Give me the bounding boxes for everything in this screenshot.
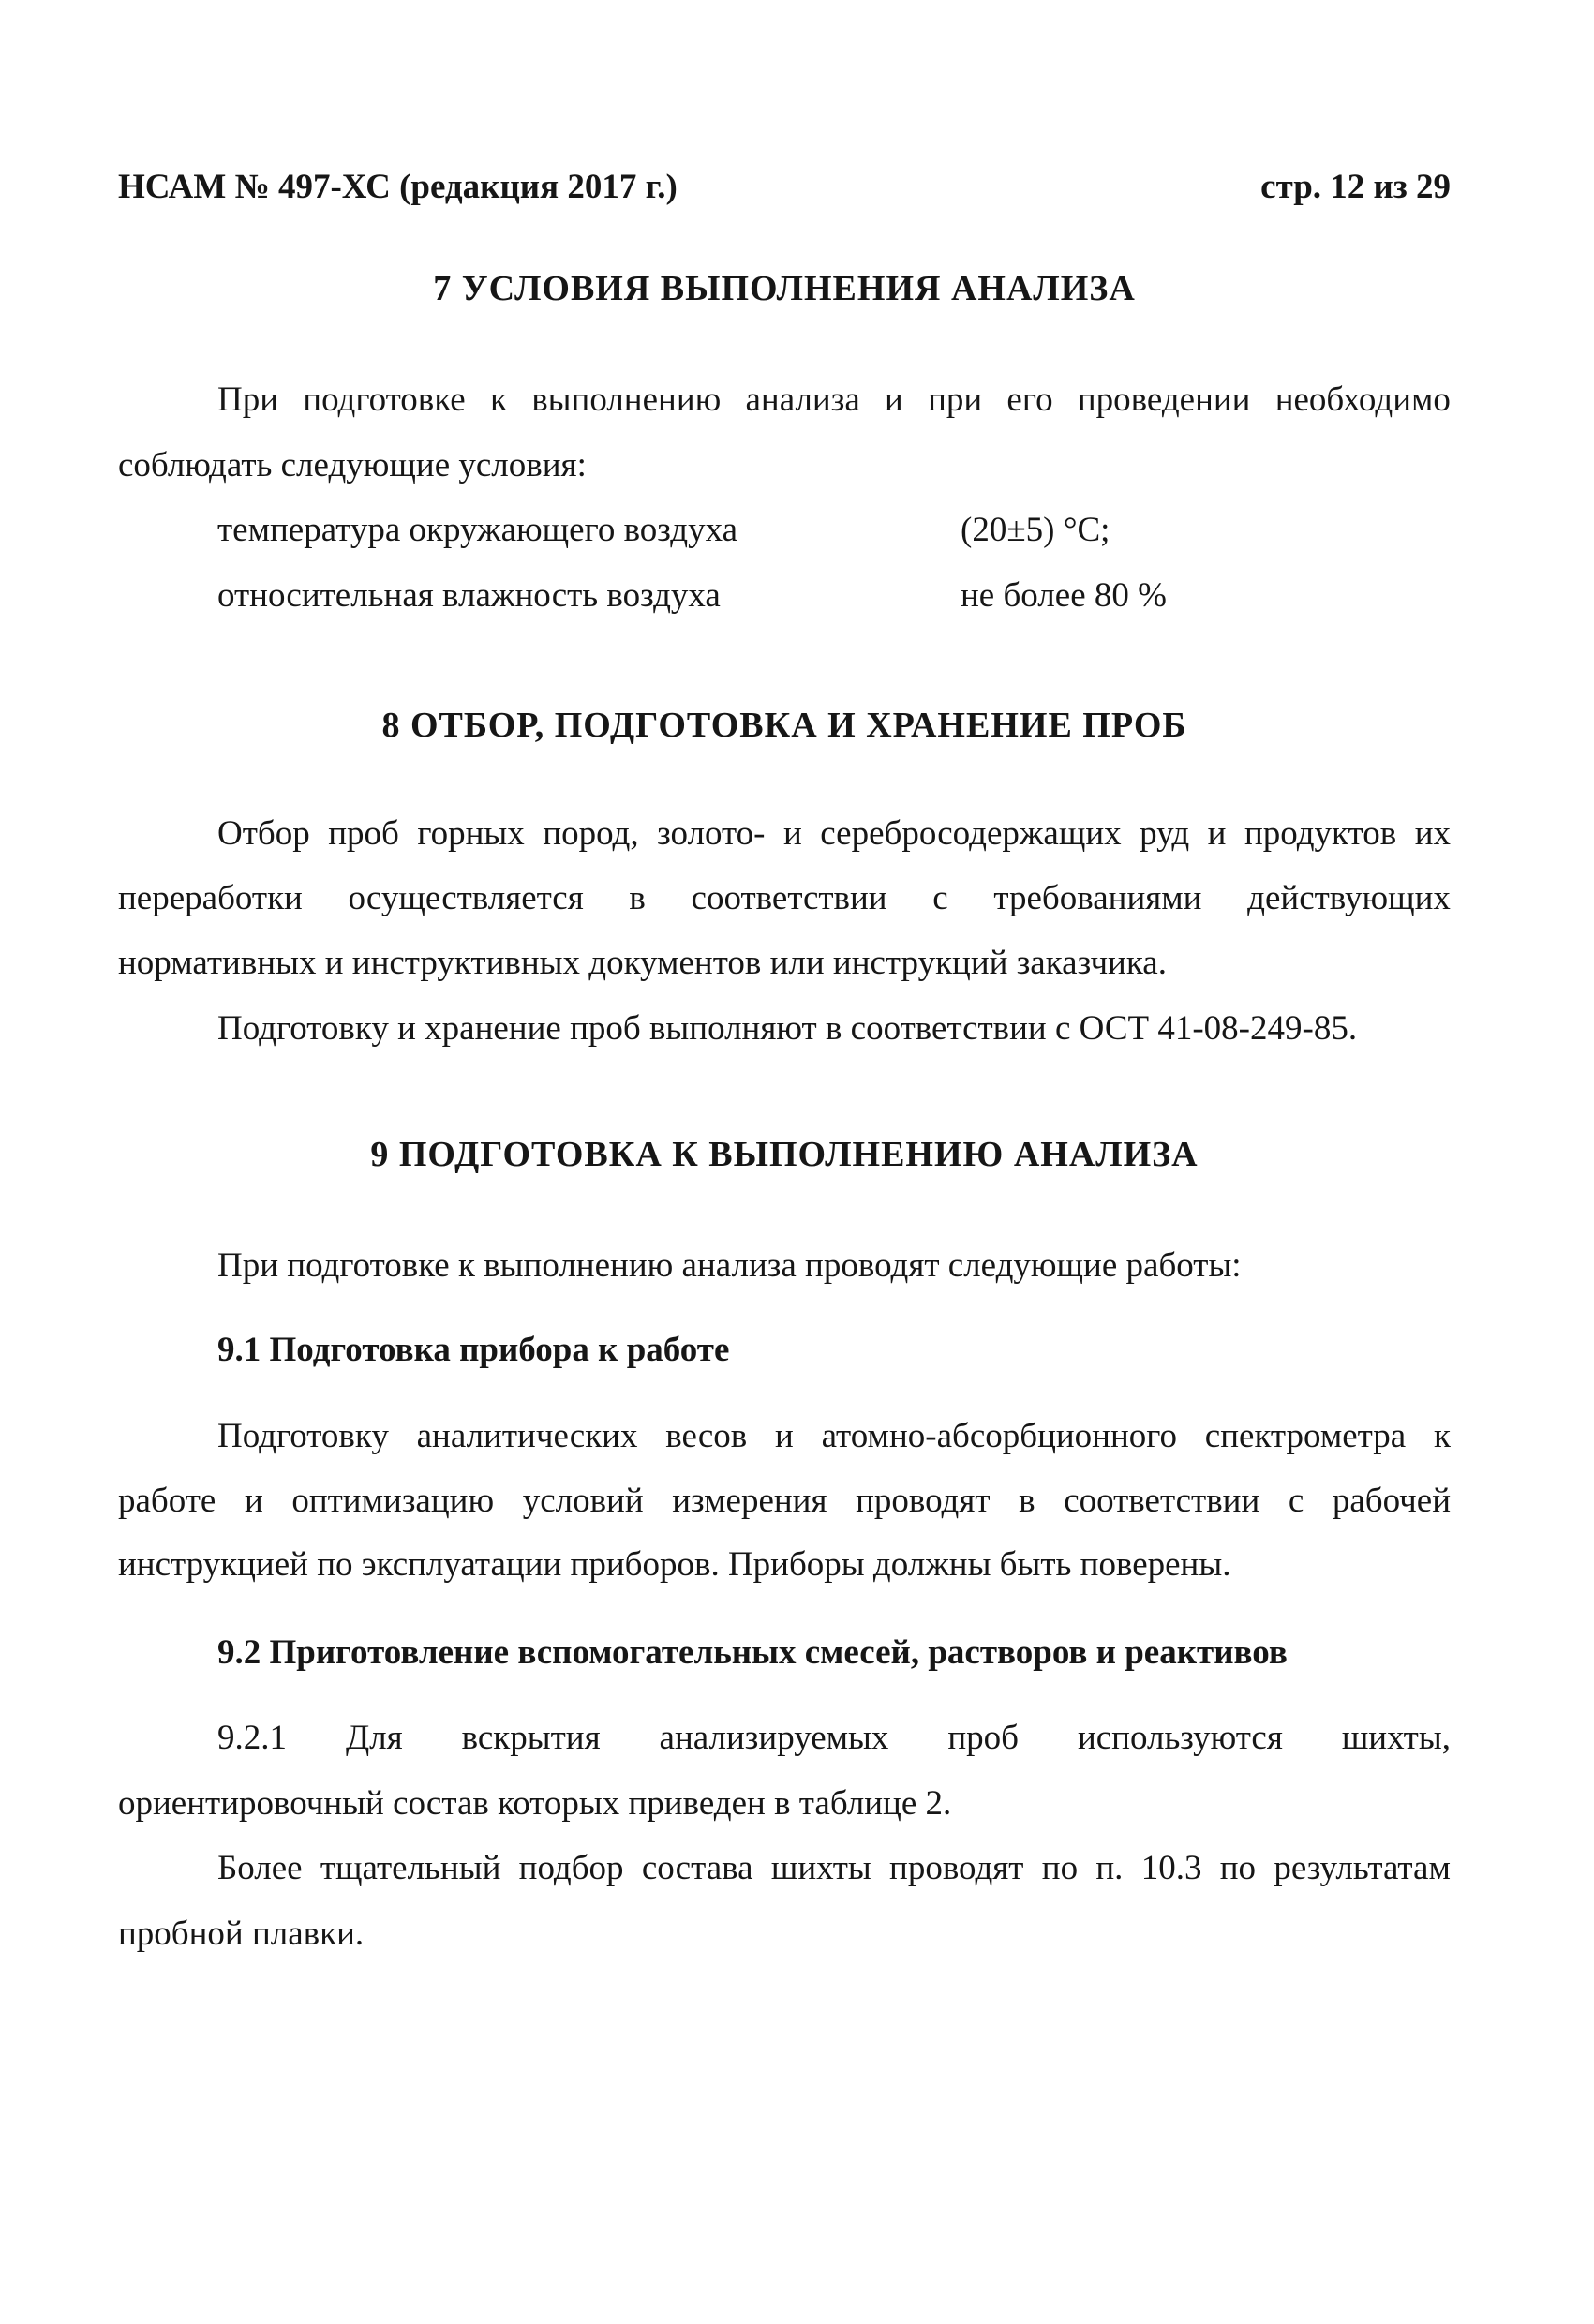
word: по <box>1041 1849 1079 1887</box>
word: соответствии <box>691 879 887 917</box>
word: состава <box>641 1849 753 1887</box>
word: измерения <box>672 1482 827 1520</box>
word: горных <box>417 814 525 853</box>
word: и <box>244 1482 263 1520</box>
word: с <box>1288 1482 1304 1520</box>
word: проводят <box>856 1482 991 1520</box>
subsection-9-1-heading: 9.1 Подготовка прибора к работе <box>217 1331 730 1369</box>
section-8-p1-line-2 <box>118 878 1451 918</box>
subsection-9-1-line-2 <box>118 1481 1451 1521</box>
subsection-9-2-1-line-2: ориентировочный состав которых приведен в таблице 2. <box>118 1784 952 1823</box>
word: проводят <box>889 1849 1024 1887</box>
word: рабочей <box>1332 1482 1451 1520</box>
word: в <box>1019 1482 1035 1520</box>
condition-humidity-label: относительная влажность воздуха <box>217 576 721 615</box>
section-7-heading: 7 УСЛОВИЯ ВЫПОЛНЕНИЯ АНАЛИЗА <box>433 269 1136 308</box>
word: осуществляется <box>348 879 584 917</box>
word: атомно-абсорбционного <box>821 1417 1178 1455</box>
subsection-9-2-heading: 9.2 Приготовление вспомогательных смесей, растворов и реактивов <box>217 1633 1288 1672</box>
word: При <box>217 380 279 419</box>
word: и <box>885 380 903 419</box>
word: работе <box>118 1482 216 1520</box>
word: руд <box>1140 814 1190 853</box>
word: их <box>1414 814 1451 853</box>
word: выполнению <box>531 380 722 419</box>
section-8-p1-line-3: нормативных и инструктивных документов или инструкций заказчика. <box>118 944 1167 982</box>
word: необходимо <box>1274 380 1451 419</box>
word: используются <box>1077 1719 1283 1757</box>
word: 9.2.1 <box>217 1719 287 1757</box>
word: пород, <box>543 814 639 853</box>
word: Для <box>345 1719 403 1757</box>
word: Более <box>217 1849 303 1887</box>
word: вскрытия <box>461 1719 601 1757</box>
document-id: НСАМ № 497-ХС (редакция 2017 г.) <box>118 168 678 206</box>
word: условий <box>522 1482 644 1520</box>
word: тщательный <box>320 1849 501 1887</box>
word: проведении <box>1077 380 1251 419</box>
section-8-p2: Подготовку и хранение проб выполняют в соответствии с ОСТ 41-08-249-85. <box>217 1009 1358 1048</box>
word: анализа <box>745 380 860 419</box>
word: золото- <box>657 814 766 853</box>
word: и <box>1207 814 1227 853</box>
word: с <box>932 879 948 917</box>
word: шихты, <box>1341 1719 1451 1757</box>
word: п. <box>1095 1849 1124 1887</box>
word: к <box>489 380 507 419</box>
word: Отбор <box>217 814 310 853</box>
word: Подготовку <box>217 1417 389 1455</box>
subsection-9-2-1-p2-line-2: пробной плавки. <box>118 1914 365 1953</box>
condition-temperature-label: температура окружающего воздуха <box>217 511 738 549</box>
word: требованиями <box>993 879 1202 917</box>
section-7-intro-line-1 <box>217 380 1451 420</box>
word: и <box>782 814 802 853</box>
word: 10.3 <box>1140 1849 1202 1887</box>
word: шихты <box>770 1849 871 1887</box>
page-number: стр. 12 из 29 <box>1260 168 1451 206</box>
condition-temperature-value: (20±5) °С; <box>961 511 1110 549</box>
section-9-heading: 9 ПОДГОТОВКА К ВЫПОЛНЕНИЮ АНАЛИЗА <box>370 1135 1199 1174</box>
subsection-9-2-1-p2-line-1 <box>217 1848 1451 1888</box>
word: серебросодержащих <box>820 814 1122 853</box>
word: его <box>1006 380 1053 419</box>
subsection-9-1-line-1 <box>217 1416 1451 1456</box>
word: аналитических <box>416 1417 638 1455</box>
condition-humidity-value: не более 80 % <box>961 576 1167 615</box>
word: анализируемых <box>659 1719 889 1757</box>
word: по <box>1219 1849 1257 1887</box>
word: переработки <box>118 879 303 917</box>
word: действующих <box>1247 879 1451 917</box>
word: оптимизацию <box>291 1482 495 1520</box>
word: подготовке <box>303 380 466 419</box>
word: и <box>775 1417 794 1455</box>
subsection-9-1-line-3: инструкцией по эксплуатации приборов. Приборы должны быть поверены. <box>118 1545 1231 1584</box>
word: результатам <box>1274 1849 1451 1887</box>
section-9-intro: При подготовке к выполнению анализа проводят следующие работы: <box>217 1246 1242 1285</box>
word: соответствии <box>1064 1482 1260 1520</box>
word: проб <box>947 1719 1019 1757</box>
word: спектрометра <box>1204 1417 1407 1455</box>
word: весов <box>665 1417 748 1455</box>
section-8-p1-line-1 <box>217 813 1451 854</box>
section-8-heading: 8 ОТБОР, ПОДГОТОВКА И ХРАНЕНИЕ ПРОБ <box>381 706 1187 745</box>
word: в <box>629 879 646 917</box>
word: подбор <box>518 1849 624 1887</box>
word: при <box>928 380 983 419</box>
word: к <box>1434 1417 1451 1455</box>
section-7-intro-line-2: соблюдать следующие условия: <box>118 446 587 484</box>
word: проб <box>328 814 399 853</box>
subsection-9-2-1-line-1 <box>217 1718 1451 1758</box>
word: продуктов <box>1244 814 1397 853</box>
